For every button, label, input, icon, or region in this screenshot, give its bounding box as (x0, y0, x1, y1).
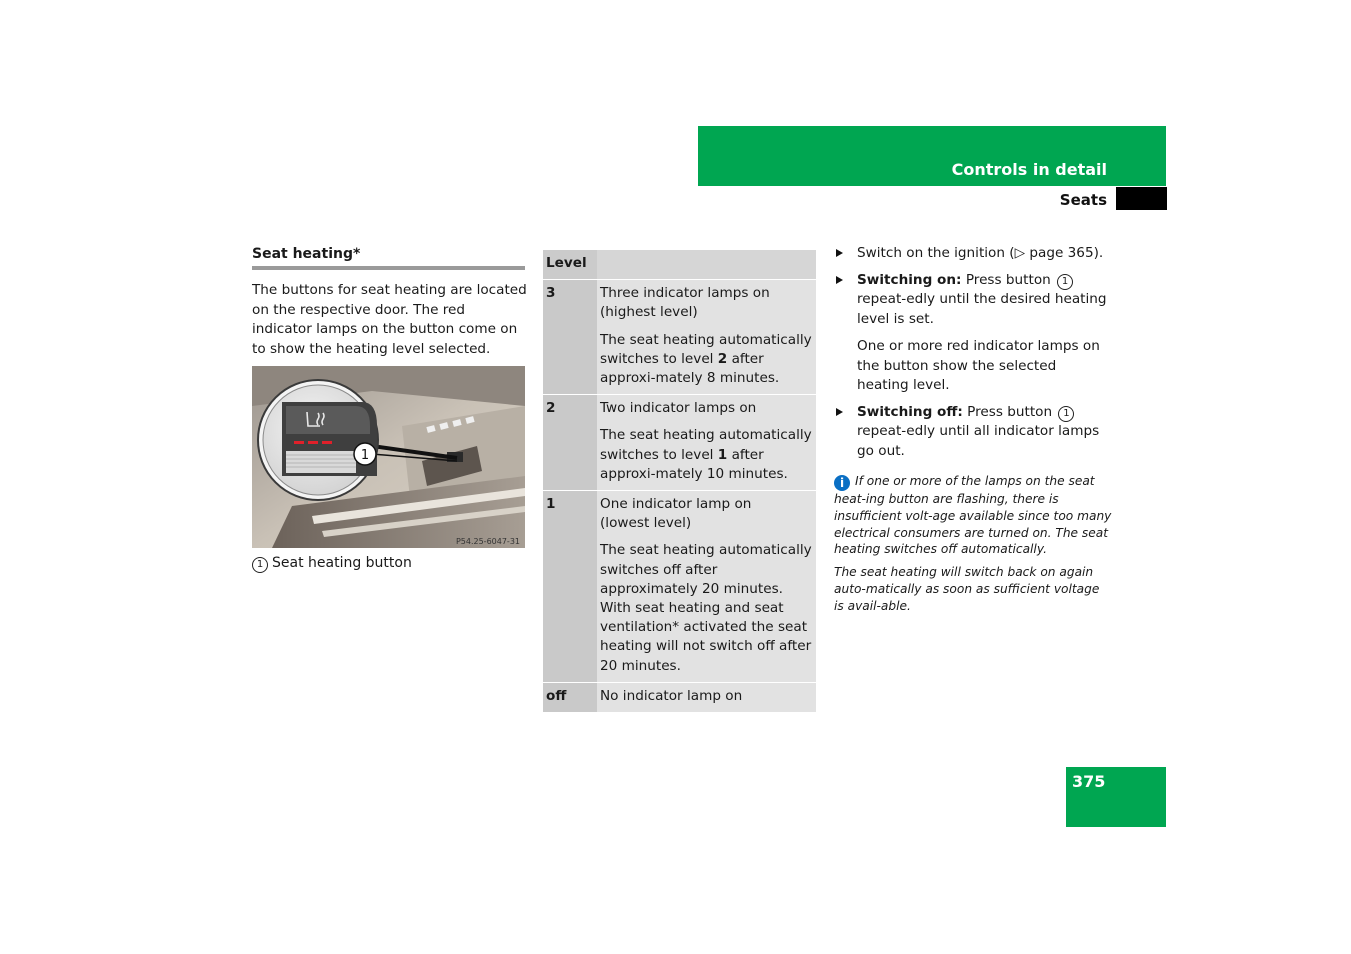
image-caption (252, 553, 525, 573)
info-icon: i (834, 475, 850, 491)
level-cell: 2 (543, 395, 597, 491)
table-header-desc (597, 250, 816, 280)
table-row (543, 395, 816, 491)
page-number: 375 (1072, 772, 1106, 791)
callout-number: 1 (360, 448, 370, 463)
door-panel-illustration (252, 366, 525, 548)
heading-rule (252, 266, 525, 270)
step-note: One or more red indicator lamps on the button show the selected heating level. (857, 338, 1100, 393)
table-row (543, 491, 816, 683)
table-row (543, 280, 816, 395)
table-row (543, 682, 816, 712)
desc-paragraph: The seat heating automatically switches off after approximately 20 minutes. With seat heating and seat ventilation* activated the seat heating will not switch off after 20 minutes. (600, 542, 812, 674)
level-cell: off (543, 682, 597, 712)
button-number: 1 (1057, 274, 1073, 290)
subsection-heading: Seat heating* (252, 246, 361, 262)
bullet-arrow-icon (836, 408, 843, 416)
chapter-title: Controls in detail (951, 160, 1107, 179)
step-switching-off: Switching off: Press button 1 repeat-edly until all indicator lamps go out. (834, 403, 1112, 462)
desc-line: (highest level) (600, 304, 698, 321)
desc-cell (597, 682, 816, 712)
table-header-level: Level (543, 250, 597, 280)
info-note-continued: The seat heating will switch back on again auto-matically as soon as sufficient voltage is avail-able. (834, 565, 1100, 613)
level-cell: 3 (543, 280, 597, 395)
image-code: P54.25-6047-31 (455, 537, 520, 546)
caption-number: 1 (252, 557, 268, 573)
table-header-row (543, 250, 816, 280)
desc-line: No indicator lamp on (600, 687, 743, 704)
desc-paragraph: The seat heating automatically switches to level 2 after approxi-mately 8 minutes. (600, 331, 812, 387)
step-switching-on: Switching on: Press button 1 repeat-edly until the desired heating level is set. One or more red indicator lamps on the button show the selected heating level. (834, 271, 1112, 396)
desc-line: (lowest level) (600, 515, 692, 532)
caption-text: Seat heating button (272, 555, 412, 571)
info-note: i If one or more of the lamps on the seat heat-ing button are flashing, there is insufficient volt-age available since too many electrical consumers are turned on. The seat heating switches off automatically. (834, 474, 1112, 557)
desc-cell (597, 491, 816, 683)
desc-cell (597, 280, 816, 395)
seat-heating-photo (252, 366, 525, 548)
desc-paragraph: The seat heating automatically switches to level 1 after approxi-mately 10 minutes. (600, 427, 812, 482)
section-marker (1116, 187, 1167, 210)
intro-paragraph: The buttons for seat heating are located on the respective door. The red indicator lamps on the button come on to show the heating level selected. (252, 282, 527, 357)
bullet-arrow-icon (836, 276, 843, 284)
desc-line: Three indicator lamps on (600, 285, 770, 302)
step-ignition: Switch on the ignition (▷ page 365). (834, 244, 1112, 264)
desc-line: One indicator lamp on (600, 496, 752, 513)
bullet-arrow-icon (836, 249, 843, 257)
desc-cell (597, 395, 816, 491)
section-title: Seats (1059, 191, 1107, 209)
level-cell: 1 (543, 491, 597, 683)
heating-level-table (543, 250, 816, 712)
desc-line: Two indicator lamps on (600, 400, 757, 417)
instructions-column (834, 244, 1112, 615)
button-number: 1 (1058, 406, 1074, 422)
